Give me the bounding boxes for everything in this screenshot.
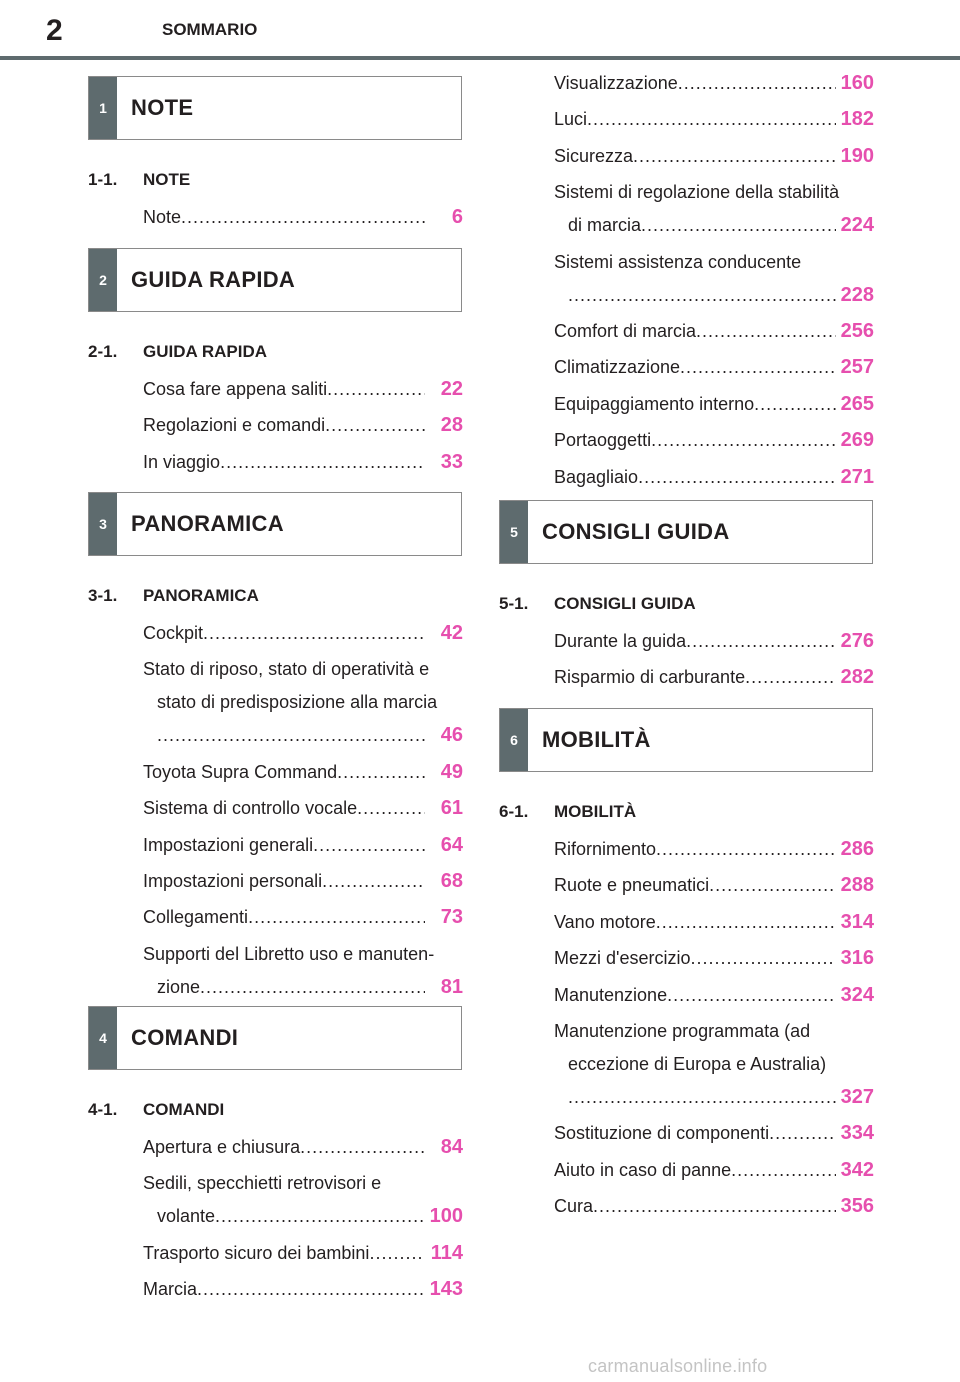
toc-entry-line — [554, 282, 874, 308]
toc-entry — [554, 143, 874, 169]
toc-leader-dots — [696, 318, 836, 344]
toc-entry — [554, 945, 874, 971]
section-header-1 — [88, 76, 462, 140]
toc-entry — [143, 1276, 463, 1302]
toc-leader-dots — [667, 982, 836, 1008]
toc-entry — [554, 872, 874, 898]
toc-page-number: 81 — [440, 975, 463, 998]
toc-entry-line — [554, 982, 874, 1008]
toc-entry-line — [554, 945, 874, 971]
toc-leader-dots — [203, 620, 425, 646]
toc-page-number: 334 — [840, 1122, 874, 1145]
toc-page-number: 282 — [840, 666, 874, 689]
toc-entry — [143, 832, 463, 858]
toc-entry — [554, 1018, 874, 1110]
chapter-heading — [88, 586, 259, 606]
toc-leader-dots — [325, 412, 425, 438]
toc-page-number: 342 — [840, 1158, 874, 1181]
toc-leader-dots — [709, 872, 836, 898]
toc-entry — [143, 759, 463, 785]
toc-leader-dots — [369, 1240, 425, 1266]
toc-page-number: 33 — [440, 450, 463, 473]
toc-entry-text: Sistemi assistenza conducente — [554, 251, 802, 272]
toc-entry-title: Sostituzione di componenti — [554, 1123, 770, 1144]
toc-entry — [554, 628, 874, 654]
toc-leader-dots — [641, 212, 836, 238]
toc-entry-title: Cosa fare appena saliti — [143, 379, 328, 399]
toc-entry-title: Apertura e chiusura — [143, 1137, 301, 1157]
toc-entry-line — [143, 759, 463, 785]
toc-entry-line — [554, 872, 874, 898]
toc-leader-dots — [745, 664, 836, 690]
toc-entry-title: di marcia — [568, 215, 642, 236]
toc-leader-dots — [337, 759, 425, 785]
toc-entry-line — [554, 1157, 874, 1183]
chapter-number: 3-1. — [88, 586, 118, 605]
toc-leader-dots — [656, 836, 836, 862]
toc-leader-dots — [197, 1276, 425, 1302]
toc-page-number: 356 — [840, 1195, 874, 1218]
toc-page-number: 84 — [440, 1136, 463, 1158]
chapter-title: GUIDA RAPIDA — [143, 342, 268, 361]
toc-entry-title: volante — [157, 1206, 216, 1227]
toc-page-number: 265 — [840, 392, 874, 415]
toc-page-number: 257 — [840, 356, 874, 379]
toc-entry-line — [143, 904, 463, 930]
toc-entry — [143, 868, 463, 894]
section-header-5 — [499, 500, 873, 564]
toc-page-number: 271 — [840, 465, 874, 488]
toc-leader-dots — [327, 376, 425, 402]
toc-page-number: 256 — [840, 320, 874, 342]
toc-entry — [143, 620, 463, 646]
toc-entry-title: Risparmio di carburante — [554, 667, 746, 688]
toc-page-number: 160 — [840, 72, 874, 94]
section-number: 5 — [500, 501, 528, 563]
section-title: MOBILITÀ — [542, 727, 651, 752]
toc-entry-line — [554, 664, 874, 690]
toc-entry-line — [143, 412, 463, 438]
toc-entry — [143, 449, 463, 475]
toc-leader-dots — [769, 1120, 836, 1146]
toc-entry-line — [554, 427, 874, 453]
toc-leader-dots — [157, 722, 425, 748]
toc-entry-line — [143, 974, 463, 1000]
toc-entry-title: Collegamenti — [143, 907, 249, 928]
toc-entry-text: stato di predisposizione alla marcia — [157, 692, 438, 713]
toc-page-number: 68 — [440, 870, 463, 892]
toc-entry-line — [143, 204, 463, 230]
toc-entry-text: Manutenzione programmata (ad — [554, 1021, 811, 1041]
toc-entry-line — [554, 70, 874, 96]
toc-leader-dots — [300, 1134, 425, 1160]
toc-page-number: 228 — [840, 283, 874, 306]
section-header-2 — [88, 248, 462, 312]
toc-entry-line — [143, 832, 463, 858]
toc-entry-title: Durante la guida — [554, 631, 687, 651]
section-number: 6 — [500, 709, 528, 771]
chapter-heading — [88, 170, 190, 190]
toc-entry-text: Supporti del Libretto uso e manuten- — [143, 943, 435, 964]
toc-leader-dots — [322, 868, 425, 894]
toc-entry — [554, 1193, 874, 1219]
toc-leader-dots — [754, 391, 836, 417]
toc-entry-line — [554, 836, 874, 862]
toc-entry — [143, 204, 463, 230]
toc-entry — [554, 318, 874, 344]
toc-entry-line — [554, 1193, 874, 1219]
header-divider — [0, 56, 960, 60]
toc-entry-text: eccezione di Europa e Australia) — [568, 1054, 827, 1074]
toc-entry-title: Sicurezza — [554, 145, 634, 166]
toc-entry — [143, 795, 463, 821]
toc-leader-dots — [568, 1084, 836, 1110]
section-number: 3 — [89, 493, 117, 555]
toc-page-number: 28 — [440, 414, 463, 437]
page-header — [0, 0, 960, 60]
chapter-title: COMANDI — [143, 1100, 225, 1119]
toc-entry-text: Sedili, specchietti retrovisori e — [143, 1173, 382, 1194]
section-header-3 — [88, 492, 462, 556]
toc-entry-line — [554, 106, 874, 132]
toc-entry — [143, 412, 463, 438]
toc-page-number: 143 — [429, 1278, 463, 1301]
chapter-title: PANORAMICA — [143, 586, 259, 605]
toc-entry-line — [143, 1134, 463, 1160]
toc-entry-line — [554, 318, 874, 344]
toc-entry-title: Manutenzione — [554, 984, 668, 1005]
toc-entry-line — [143, 449, 463, 475]
toc-entry — [554, 391, 874, 417]
toc-page-number: 327 — [840, 1086, 874, 1108]
toc-entry-text: Stato di riposo, stato di operatività e — [143, 659, 430, 680]
toc-leader-dots — [200, 974, 425, 1000]
chapter-heading — [499, 594, 696, 614]
toc-leader-dots — [633, 143, 836, 169]
toc-page-number: 286 — [840, 838, 874, 860]
toc-leader-dots — [678, 70, 836, 96]
toc-entry — [143, 376, 463, 402]
toc-entry-title: Bagagliaio — [554, 466, 639, 487]
toc-entry-line — [143, 1203, 463, 1229]
toc-leader-dots — [680, 354, 836, 380]
chapter-number: 5-1. — [499, 594, 529, 613]
toc-entry — [554, 664, 874, 690]
toc-leader-dots — [568, 282, 836, 308]
toc-entry-line — [554, 212, 874, 238]
toc-entry-line — [554, 391, 874, 417]
toc-entry-title: Equipaggiamento interno — [554, 393, 755, 414]
toc-leader-dots — [690, 945, 836, 971]
toc-page-number: 276 — [840, 630, 874, 652]
chapter-heading — [88, 1100, 224, 1120]
chapter-title: MOBILITÀ — [554, 802, 637, 821]
toc-entry-title: Comfort di marcia — [554, 321, 697, 341]
section-title: GUIDA RAPIDA — [131, 267, 296, 292]
chapter-number: 6-1. — [499, 802, 529, 821]
toc-leader-dots — [357, 795, 425, 821]
toc-entry — [554, 179, 874, 238]
toc-entry-title: Luci — [554, 109, 588, 130]
toc-entry — [143, 904, 463, 930]
toc-page-number: 182 — [840, 108, 874, 131]
toc-leader-dots — [220, 449, 425, 475]
toc-entry-title: Impostazioni personali — [143, 871, 323, 891]
toc-entry-line — [143, 376, 463, 402]
toc-leader-dots — [651, 427, 836, 453]
toc-entry-title: Visualizzazione — [554, 73, 678, 93]
toc-page-number: 100 — [429, 1205, 463, 1228]
toc-entry-title: Sistema di controllo vocale — [143, 798, 358, 819]
toc-entry-title: zione — [157, 976, 201, 997]
toc-page-number: 61 — [440, 797, 463, 820]
toc-leader-dots — [656, 909, 836, 935]
toc-entry-line — [554, 464, 874, 490]
toc-entry-title: Note — [143, 207, 182, 227]
toc-leader-dots — [587, 106, 836, 132]
toc-leader-dots — [638, 464, 836, 490]
chapter-heading — [88, 342, 267, 362]
toc-leader-dots — [215, 1203, 425, 1229]
toc-entry-line — [143, 620, 463, 646]
toc-entry-line — [554, 1120, 874, 1146]
toc-entry — [143, 1170, 463, 1229]
toc-entry-title: Impostazioni generali — [143, 834, 314, 855]
toc-entry — [554, 70, 874, 96]
toc-entry-title: Toyota Supra Command — [143, 761, 338, 782]
toc-entry-title: Cockpit — [143, 623, 204, 643]
toc-entry-title: Trasporto sicuro dei bambini — [143, 1242, 370, 1263]
page-number: 2 — [46, 14, 63, 47]
toc-entry — [143, 656, 463, 748]
toc-page-number: 314 — [840, 910, 874, 933]
toc-page-number: 224 — [840, 214, 874, 237]
toc-page-number: 22 — [440, 378, 463, 400]
toc-entry-line — [554, 909, 874, 935]
chapter-heading — [499, 802, 636, 822]
toc-page-number: 73 — [440, 906, 463, 929]
section-number: 4 — [89, 1007, 117, 1069]
toc-entry — [554, 909, 874, 935]
toc-entry-title: In viaggio — [143, 451, 221, 472]
toc-entry-line — [143, 1240, 463, 1266]
toc-entry — [143, 941, 463, 1000]
toc-entry-title: Rifornimento — [554, 839, 657, 859]
toc-page-number: 324 — [840, 983, 874, 1006]
toc-page-number: 316 — [840, 947, 874, 970]
section-title: NOTE — [131, 95, 194, 120]
toc-leader-dots — [313, 832, 425, 858]
toc-entry — [554, 1157, 874, 1183]
toc-entry — [554, 982, 874, 1008]
section-title: COMANDI — [131, 1025, 239, 1050]
toc-page-number: 49 — [440, 760, 463, 783]
toc-page-number: 288 — [840, 874, 874, 897]
toc-leader-dots — [686, 628, 836, 654]
toc-entry-title: Regolazioni e comandi — [143, 415, 326, 436]
toc-entry-line — [143, 868, 463, 894]
toc-entry-line — [143, 722, 463, 748]
toc-entry-title: Ruote e pneumatici — [554, 875, 710, 896]
toc-entry-title: Portaoggetti — [554, 430, 652, 451]
section-title: PANORAMICA — [131, 511, 284, 536]
chapter-title: CONSIGLI GUIDA — [554, 594, 696, 613]
section-number: 1 — [89, 77, 117, 139]
toc-entry — [554, 427, 874, 453]
toc-entry-title: Marcia — [143, 1279, 198, 1300]
section-header-4 — [88, 1006, 462, 1070]
toc-page-number: 6 — [451, 206, 463, 228]
toc-leader-dots — [181, 204, 425, 230]
section-header-6 — [499, 708, 873, 772]
toc-entry — [554, 249, 874, 308]
chapter-number: 2-1. — [88, 342, 118, 361]
toc-entry — [554, 836, 874, 862]
toc-entry-title: Climatizzazione — [554, 357, 681, 378]
toc-entry-line — [554, 143, 874, 169]
toc-leader-dots — [731, 1157, 836, 1183]
toc-leader-dots — [593, 1193, 836, 1219]
section-number: 2 — [89, 249, 117, 311]
toc-entry — [143, 1134, 463, 1160]
toc-entry-title: Mezzi d'esercizio — [554, 948, 691, 969]
toc-entry-line — [143, 1276, 463, 1302]
toc-page-number: 114 — [430, 1241, 463, 1264]
toc-page-number: 269 — [840, 429, 874, 452]
toc-entry-line — [143, 795, 463, 821]
toc-entry — [554, 354, 874, 380]
toc-page-number: 64 — [440, 833, 463, 856]
toc-entry — [554, 106, 874, 132]
toc-page-number: 42 — [440, 622, 463, 644]
toc-entry — [143, 1240, 463, 1266]
toc-entry-line — [554, 628, 874, 654]
chapter-number: 4-1. — [88, 1100, 118, 1119]
chapter-number: 1-1. — [88, 170, 118, 189]
toc-entry-line — [554, 354, 874, 380]
watermark: carmanualsonline.info — [588, 1356, 768, 1376]
chapter-title: NOTE — [143, 170, 191, 189]
toc-entry-line — [554, 1084, 874, 1110]
toc-entry-title: Vano motore — [554, 911, 656, 932]
toc-entry-title: Aiuto in caso di panne — [554, 1159, 732, 1180]
toc-entry — [554, 1120, 874, 1146]
page-title: SOMMARIO — [162, 20, 258, 39]
toc-entry-title: Cura — [554, 1196, 594, 1217]
toc-page-number: 46 — [440, 724, 463, 747]
section-title: CONSIGLI GUIDA — [542, 519, 730, 544]
toc-page-number: 190 — [840, 144, 874, 167]
toc-entry — [554, 464, 874, 490]
toc-leader-dots — [248, 904, 425, 930]
toc-entry-text: Sistemi di regolazione della stabilità — [554, 182, 840, 203]
